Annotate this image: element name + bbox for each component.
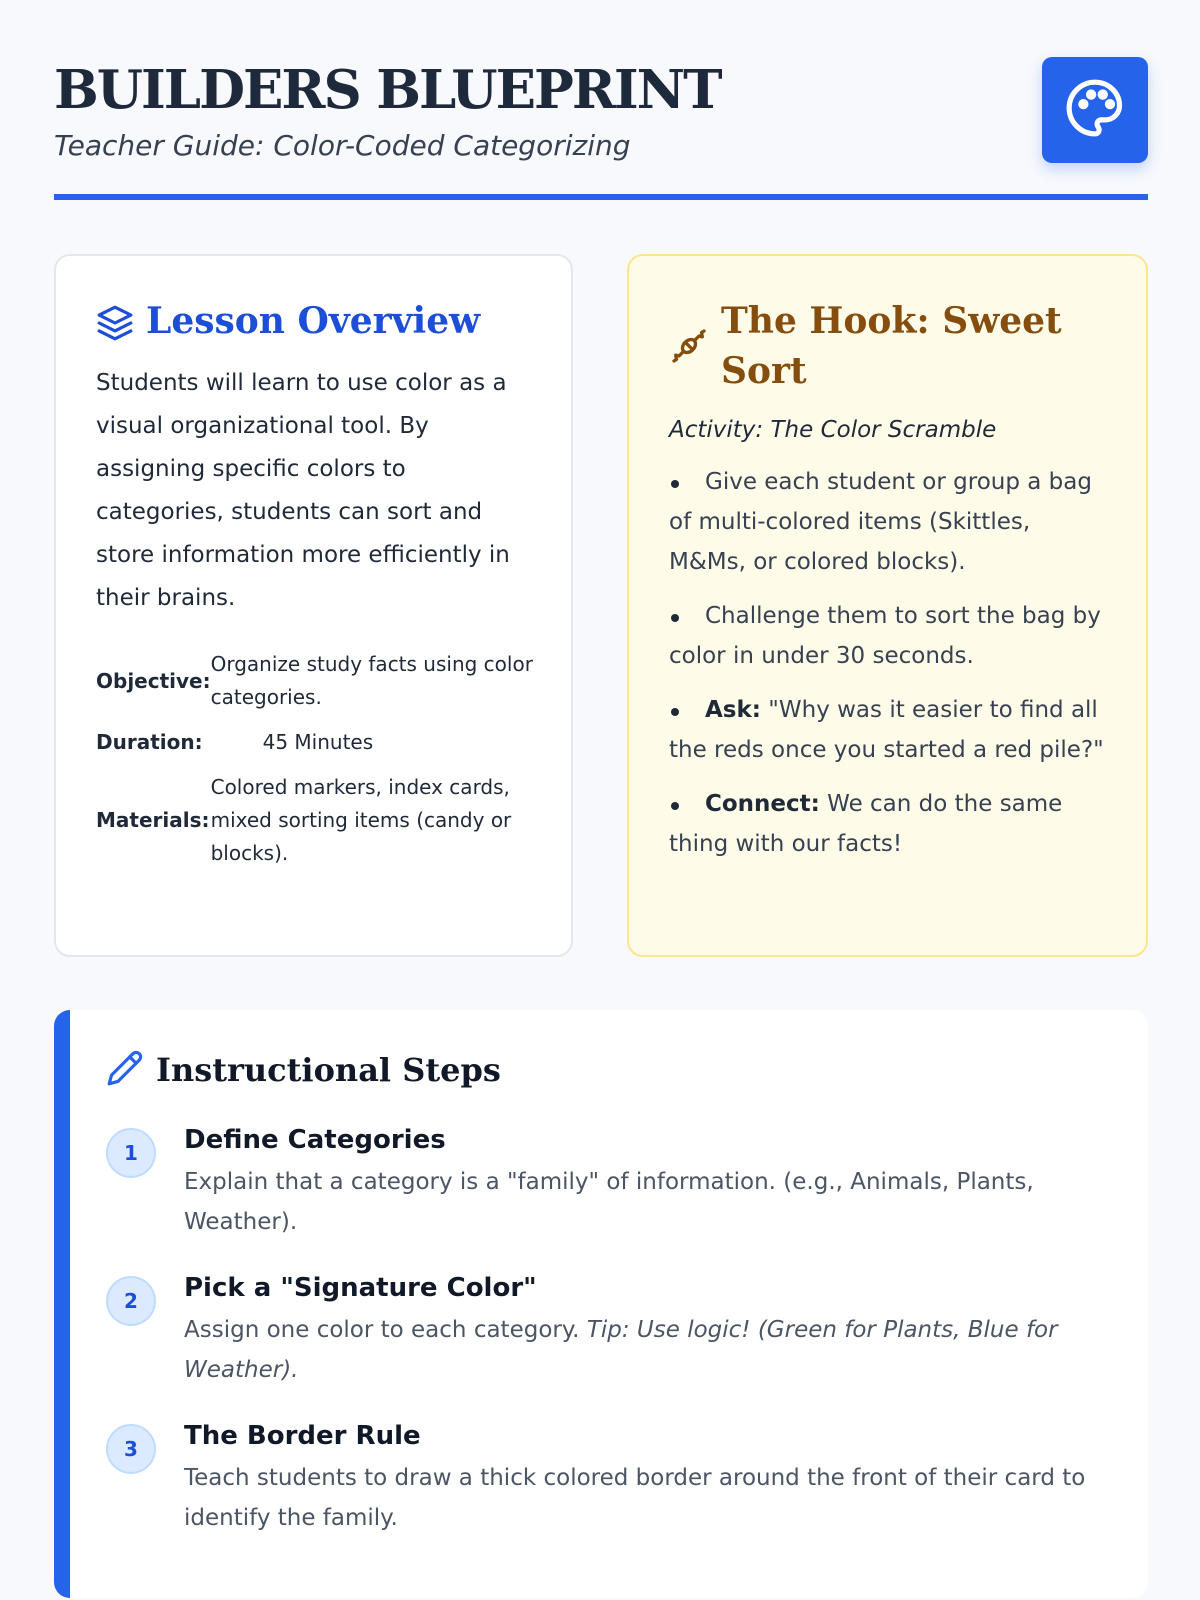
layers-icon: [96, 304, 134, 346]
objective-value: Organize study facts using color categories.: [210, 652, 533, 709]
bullet-lead: Ask:: [705, 697, 761, 723]
lesson-overview-title: Lesson Overview: [146, 300, 481, 342]
bullet-text: "Why was it easier to find all the reds once you started a red pile?": [669, 697, 1104, 763]
hook-activity: Activity: The Color Scramble: [669, 417, 997, 443]
step-title: Pick a "Signature Color": [184, 1273, 537, 1303]
steps-heading: [106, 1046, 1108, 1094]
step-desc-text: Teach students to draw a thick colored border around the front of their card to identify the family.: [184, 1465, 1086, 1531]
lesson-meta-table: [96, 646, 533, 880]
lesson-overview-heading: [96, 296, 533, 346]
header: [54, 54, 1148, 200]
bullet-text: Challenge them to sort the bag by color in under 30 seconds.: [669, 603, 1101, 669]
bullet-text: Give each student or group a bag of multi-colored items (Skittles, M&Ms, or colored blocks).: [669, 469, 1092, 575]
bullet-text: We can do the same thing with our facts!: [669, 791, 1063, 857]
steps-title: Instructional Steps: [156, 1051, 501, 1089]
list-item: [669, 596, 1108, 676]
pencil-icon: [106, 1049, 144, 1091]
duration-value: 45 Minutes: [262, 730, 374, 754]
step-item: [106, 1118, 1108, 1242]
palette-badge: [1042, 57, 1148, 163]
lesson-overview-card: [54, 254, 573, 957]
step-title: The Border Rule: [184, 1421, 421, 1451]
materials-row: [96, 769, 533, 880]
hook-card: [627, 254, 1148, 957]
hook-title: The Hook: Sweet Sort: [721, 300, 1062, 392]
duration-label: Duration:: [96, 730, 203, 754]
objective-label: Objective:: [96, 668, 211, 693]
materials-value: Colored markers, index cards, mixed sorting items (candy or blocks).: [210, 775, 512, 865]
step-desc-text: Assign one color to each category.: [184, 1317, 580, 1343]
step-tip: Tip: Use logic! (Green for Plants, Blue for Weather).: [184, 1317, 1058, 1383]
materials-label: Materials:: [96, 808, 210, 832]
list-item: [669, 784, 1108, 864]
list-item: [669, 690, 1108, 770]
step-item: [106, 1414, 1108, 1538]
hook-heading: [669, 296, 1108, 396]
page-subtitle: Teacher Guide: Color-Coded Categorizing: [54, 129, 631, 162]
step-number: 3: [106, 1424, 156, 1474]
duration-row: [96, 724, 533, 769]
objective-row: [96, 646, 533, 724]
page-title: BUILDERS BLUEPRINT: [54, 59, 721, 121]
candy-icon: [669, 326, 709, 370]
instructional-steps-card: [54, 1010, 1148, 1598]
step-title: Define Categories: [184, 1125, 446, 1155]
palette-icon: [1064, 77, 1126, 143]
list-item: [669, 462, 1108, 582]
step-description: [184, 1162, 1108, 1242]
step-description: [184, 1310, 1108, 1390]
step-item: [106, 1266, 1108, 1390]
hook-bullet-list: [669, 462, 1108, 864]
bullet-lead: Connect:: [705, 791, 820, 817]
step-description: [184, 1458, 1108, 1538]
step-desc-text: Explain that a category is a "family" of information. (e.g., Animals, Plants, Weather).: [184, 1169, 1034, 1235]
lesson-overview-body: Students will learn to use color as a visual organizational tool. By assigning specific colors to categories, students can sort and store information more efficiently in their brains.: [96, 370, 510, 611]
step-number: 1: [106, 1128, 156, 1178]
step-number: 2: [106, 1276, 156, 1326]
